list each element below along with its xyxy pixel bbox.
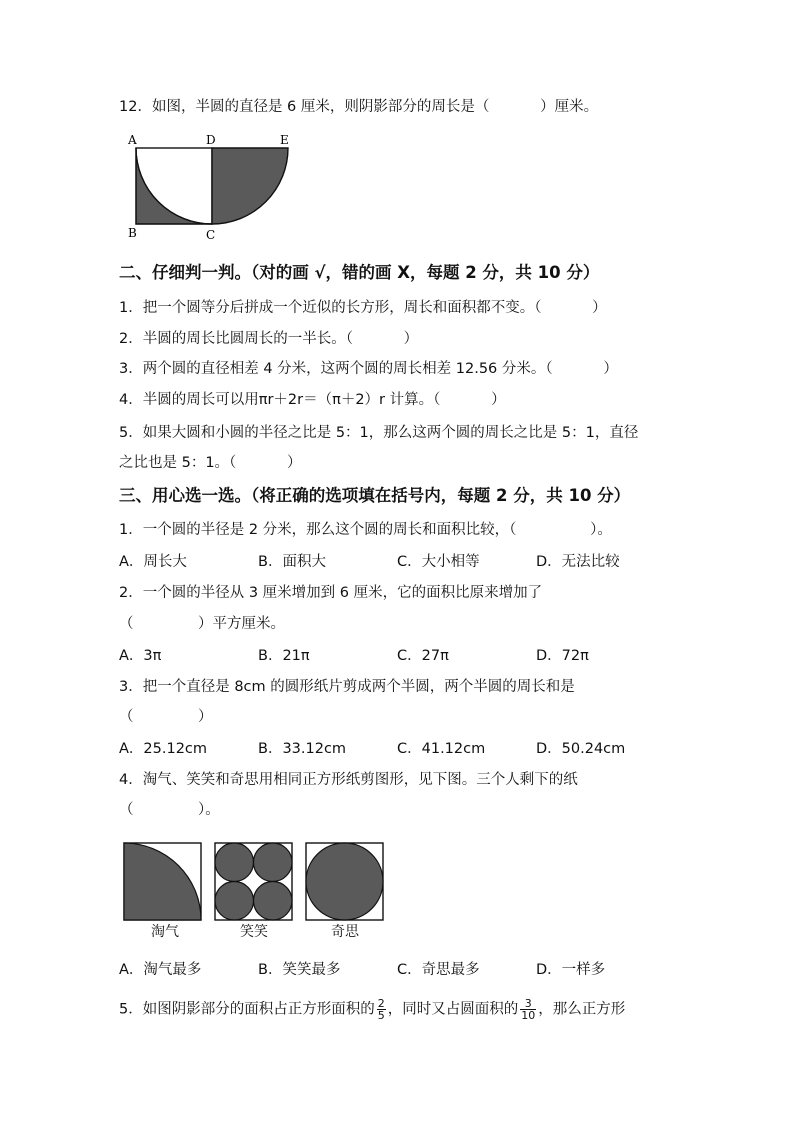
- q12-label-d: D: [206, 133, 216, 147]
- q4-figures: [120, 840, 390, 925]
- s3-q3-option-d: D．50.24cm: [536, 741, 626, 757]
- s3-q1-option-b: B．面积大: [258, 554, 326, 570]
- q4-xiaoxiao-circle-1: [215, 843, 254, 882]
- q5-part2: ，同时又占圆面积的: [387, 1001, 519, 1018]
- s3-q4-option-d: D．一样多: [536, 962, 606, 978]
- q12-figure: [126, 130, 296, 245]
- s3-q1-option-a: A．周长大: [119, 554, 187, 570]
- q12-label-c: C: [206, 228, 216, 242]
- s3-q4-stem2: （ ）。: [119, 802, 220, 818]
- s3-q3-option-c: C．41.12cm: [397, 741, 486, 757]
- section2-item-1: 1．把一个圆等分后拼成一个近似的长方形，周长和面积都不变。（ ）: [119, 300, 607, 316]
- q5-frac1-den: 5: [377, 1009, 385, 1022]
- q4-xiaoxiao-circle-4: [254, 882, 293, 921]
- s3-q5-stem: [119, 998, 625, 1021]
- s3-q4-option-a: A．淘气最多: [119, 962, 202, 978]
- s3-q1-option-c: C．大小相等: [397, 554, 480, 570]
- q5-frac1-num: 2: [377, 997, 385, 1010]
- q4-caption-taoqi: 淘气: [151, 924, 179, 940]
- q12-left-shaded: [136, 148, 212, 224]
- s3-q3-option-b: B．33.12cm: [258, 741, 347, 757]
- s3-q3-stem: 3．把一个直径是 8cm 的圆形纸片剪成两个半圆，两个半圆的周长和是: [119, 679, 575, 695]
- s3-q2-stem2: （ ）平方厘米。: [119, 616, 286, 632]
- s3-q4-stem: 4．淘气、笑笑和奇思用相同正方形纸剪图形，见下图。三个人剩下的纸: [119, 772, 578, 788]
- s3-q4-option-b: B．笑笑最多: [258, 962, 341, 978]
- q12-right-shaded: [212, 148, 288, 224]
- q4-figure-xiaoxiao: [215, 843, 292, 920]
- section2-item-3: 3．两个圆的直径相差 4 分米，这两个圆的周长相差 12.56 分米。（ ）: [119, 361, 618, 377]
- s3-q3-stem2: （ ）: [119, 709, 213, 725]
- q4-caption-qisi: 奇思: [331, 924, 359, 940]
- section2-heading: 二、仔细判一判。（对的画 √，错的画 X，每题 2 分，共 10 分）: [119, 263, 600, 282]
- section2-item-4: 4．半圆的周长可以用πr＋2r＝（π＋2）r 计算。（ ）: [119, 392, 506, 408]
- q12-label-e: E: [280, 133, 289, 147]
- q4-xiaoxiao-circle-3: [215, 882, 254, 921]
- section2-item-5: 5．如果大圆和小圆的半径之比是 5：1，那么这两个圆的周长之比是 5：1，直径: [119, 425, 639, 441]
- q4-xiaoxiao-circle-2: [254, 843, 293, 882]
- s3-q2-option-c: C．27π: [397, 648, 449, 664]
- section3-heading: 三、用心选一选。（将正确的选项填在括号内，每题 2 分，共 10 分）: [119, 486, 631, 505]
- q5-part1: 5．如图阴影部分的面积占正方形面积的: [119, 1001, 375, 1018]
- q4-qisi-circle: [306, 843, 383, 920]
- q5-frac2-num: 3: [520, 998, 536, 1010]
- s3-q3-option-a: A．25.12cm: [119, 741, 208, 757]
- q5-part3: ，那么正方形: [538, 1001, 626, 1018]
- s3-q2-option-a: A．3π: [119, 648, 162, 664]
- q12-label-a: A: [128, 133, 137, 147]
- s3-q2-stem: 2．一个圆的半径从 3 厘米增加到 6 厘米，它的面积比原来增加了: [119, 585, 543, 601]
- q4-taoqi-quarter: [124, 843, 201, 920]
- section2-item-2: 2．半圆的周长比圆周长的一半长。（ ）: [119, 331, 419, 347]
- q12-label-b: B: [128, 226, 137, 240]
- q12-text: 12．如图，半圆的直径是 6 厘米，则阴影部分的周长是（ ）厘米。: [119, 99, 599, 115]
- q5-fraction-2: [520, 998, 536, 1021]
- s3-q4-option-c: C．奇思最多: [397, 962, 480, 978]
- s3-q1-option-d: D．无法比较: [536, 554, 620, 570]
- section2-item-5-cont: 之比也是 5：1。（ ）: [119, 455, 302, 471]
- q4-figure-qisi: [306, 843, 383, 920]
- q5-frac2-den: 10: [521, 1009, 536, 1022]
- q4-caption-xiaoxiao: 笑笑: [240, 924, 268, 940]
- s3-q2-option-b: B．21π: [258, 648, 310, 664]
- s3-q1-stem: 1．一个圆的半径是 2 分米，那么这个圆的周长和面积比较，（ ）。: [119, 522, 612, 538]
- q5-fraction-1: [377, 998, 386, 1021]
- q4-figure-taoqi: [124, 843, 201, 920]
- s3-q2-option-d: D．72π: [536, 648, 589, 664]
